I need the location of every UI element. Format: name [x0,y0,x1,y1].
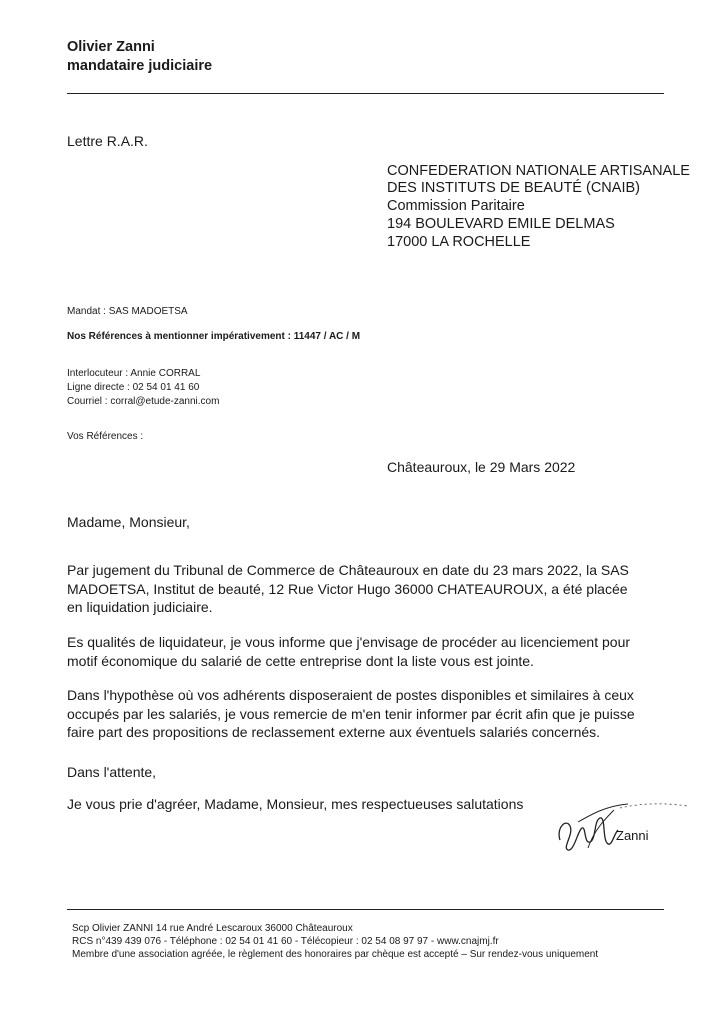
paragraph-line: motif économique du salarié de cette entreprise dont la liste vous est jointe. [67,652,534,669]
footer-line: Membre d'une association agréée, le règlement des honoraires par chèque est accepté – Sur rendez-vous uniquement [72,949,599,960]
email: Courriel : corral@etude-zanni.com [67,396,220,407]
paragraph-line: Es qualités de liquidateur, je vous informe que j'envisage de procéder au licenciement pour [67,634,631,650]
paragraph-line: Dans l'hypothèse où vos adhérents disposeraient de postes disponibles et similaires à ceux [67,687,634,703]
letter-type: Lettre R.A.R. [67,133,148,149]
interlocutor: Interlocuteur : Annie CORRAL [67,368,201,379]
paragraph-line: MADOETSA, Institut de beauté, 12 Rue Victor Hugo 36000 CHATEAUROUX, a été placée [67,580,628,597]
paragraph-line: en liquidation judiciaire. [67,599,213,615]
your-references: Vos Références : [67,431,144,442]
paragraph-line: Par jugement du Tribunal de Commerce de Châteauroux en date du 23 mars 2022, la SAS [67,562,629,578]
paragraph [67,633,667,670]
footer-line: Scp Olivier ZANNI 14 rue André Lescaroux 36000 Châteauroux [72,923,353,934]
signature [548,800,698,862]
mandate-line: Mandat : SAS MADOETSA [67,306,188,317]
paragraph-line: faire part des propositions de reclassement externe aux éventuels salariés concernés. [67,724,601,740]
paragraph [67,686,667,742]
footer-line: RCS n°439 439 076 - Téléphone : 02 54 01 41 60 - Télécopieur : 02 54 08 97 97 - www.cnajmj.fr [72,936,499,947]
header-divider [67,93,664,94]
recipient-line: CONFEDERATION NATIONALE ARTISANALE [387,163,690,179]
recipient-line: 194 BOULEVARD EMILE DELMAS [387,216,615,232]
closing-salutation: Je vous prie d'agréer, Madame, Monsieur, mes respectueuses salutations [67,796,524,812]
paragraph-line: occupés par les salariés, je vous remercie de m'en tenir informer par écrit afin que je puisse [67,705,635,722]
sender-name: Olivier Zanni [67,39,155,55]
recipient-line: 17000 LA ROCHELLE [387,234,531,250]
recipient-line: DES INSTITUTS DE BEAUTÉ (CNAIB) [387,180,640,196]
our-references: Nos Références à mentionner impérativement : 11447 / AC / M [67,331,361,342]
paragraph [67,561,667,617]
closing-phrase: Dans l'attente, [67,764,157,780]
sender-title: mandataire judiciaire [67,58,213,74]
signature-name: Zanni [616,828,649,843]
direct-phone: Ligne directe : 02 54 01 41 60 [67,382,200,393]
salutation: Madame, Monsieur, [67,514,190,530]
place-date: Châteauroux, le 29 Mars 2022 [387,459,576,475]
recipient-line: Commission Paritaire [387,198,525,214]
footer-divider [67,909,664,910]
